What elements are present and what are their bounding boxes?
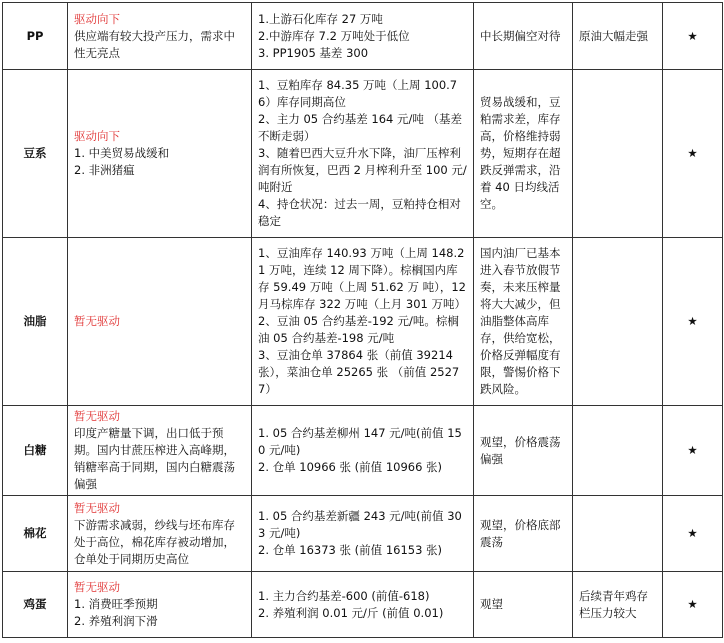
data-line: 4、持仓状况：过去一周，豆粕持仓相对稳定 [258, 197, 461, 228]
data-line: 1、豆油库存 140.93 万吨（上周 148.21 万吨，连续 12 周下降）。棕榈国内库存 59.49 万吨（上周 51.62 万 吨），12 月马棕库存 322 万吨（上月 301 万吨） [258, 246, 467, 311]
view-cell [474, 406, 573, 496]
star-rating: ★ [663, 496, 723, 572]
driver-text: 1. 中美贸易战缓和 [74, 146, 170, 160]
driver-text: 1. 消费旺季预期 [74, 597, 158, 611]
data-line: 2. 仓单 16373 张 (前值 16153 张) [258, 543, 443, 557]
driver-text: 供应端有较大投产压力，需求中性无亮点 [74, 28, 235, 60]
driver-label: 驱动向下 [74, 11, 120, 26]
commodity-name: 棉花 [3, 496, 68, 572]
data-line: 1. 05 合约基差新疆 243 元/吨(前值 303 元/吨) [258, 509, 462, 540]
view-text: 观望，价格震荡偏强 [480, 434, 561, 466]
data-line: 1. 05 合约基差柳州 147 元/吨(前值 150 元/吨) [258, 426, 462, 457]
extra-cell [573, 3, 663, 70]
extra-cell [573, 70, 663, 238]
driver-cell [68, 70, 252, 238]
driver-cell [68, 572, 252, 638]
data-line: 1. 主力合约基差-600 (前值-618) [258, 588, 430, 603]
commodity-name: 油脂 [3, 238, 68, 406]
view-cell [474, 70, 573, 238]
star-rating: ★ [663, 70, 723, 238]
star-rating: ★ [663, 3, 723, 70]
data-line: 2. 仓单 10966 张 (前值 10966 张) [258, 460, 443, 474]
table-row [3, 70, 723, 238]
data-line: 2.中游库存 7.2 万吨处于低位 [258, 28, 410, 43]
data-cell [252, 496, 474, 572]
driver-text: 印度产糖量下调，出口低于预期。国内甘蔗压榨进入高峰期，销糖率高于同期，国内白糖震荡偏强 [74, 426, 235, 491]
data-line: 2. 养殖利润 0.01 元/斤 (前值 0.01) [258, 605, 444, 620]
commodity-name: 豆系 [3, 70, 68, 238]
data-cell [252, 3, 474, 70]
data-cell [252, 406, 474, 496]
view-text: 观望，价格底部震荡 [480, 517, 561, 549]
data-cell [252, 238, 474, 406]
driver-label: 驱动向下 [74, 129, 120, 143]
commodity-name: 鸡蛋 [3, 572, 68, 638]
data-line: 1、豆粕库存 84.35 万吨（上周 100.76）库存同期高位 [258, 78, 458, 109]
extra-text: 原油大幅走强 [579, 28, 648, 43]
commodity-name: 白糖 [3, 406, 68, 496]
driver-cell [68, 3, 252, 70]
table-row [3, 572, 723, 638]
data-line: 1.上游石化库存 27 万吨 [258, 11, 383, 26]
star-rating: ★ [663, 406, 723, 496]
commodity-table [2, 2, 723, 638]
driver-label: 暂无驱动 [74, 409, 120, 423]
driver-text: 2. 非洲猪瘟 [74, 163, 135, 177]
driver-cell [68, 496, 252, 572]
extra-cell [573, 496, 663, 572]
extra-text: 后续青年鸡存栏压力较大 [579, 588, 648, 620]
star-rating: ★ [663, 238, 723, 406]
driver-cell [68, 238, 252, 406]
extra-cell [573, 238, 663, 406]
view-cell [474, 3, 573, 70]
view-cell [474, 238, 573, 406]
driver-label: 暂无驱动 [74, 500, 120, 515]
driver-text: 2. 养殖利润下滑 [74, 614, 158, 628]
data-line: 3、随着巴西大豆升水下降，油厂压榨利润有所恢复，巴西 2 月榨利升至 100 元/吨附近 [258, 146, 467, 194]
view-text: 国内油厂已基本进入春节放假节奏，未来压榨量将大大减少，但油脂整体高库存，供给宽松，价格反弹幅度有限，警惕价格下跌风险。 [480, 246, 561, 396]
data-cell [252, 70, 474, 238]
view-cell [474, 572, 573, 638]
view-text: 贸易战缓和，豆粕需求差，库存高，价格维持弱势，短期存在超跌反弹需求，沿着 40 日均线活空。 [480, 95, 561, 211]
table-row [3, 238, 723, 406]
data-cell [252, 572, 474, 638]
view-text: 中长期偏空对待 [480, 28, 561, 43]
table-row [3, 406, 723, 496]
data-line: 3. PP1905 基差 300 [258, 45, 369, 60]
data-line: 2、主力 05 合约基差 164 元/吨 （基差不断走弱） [258, 112, 463, 143]
extra-cell [573, 572, 663, 638]
view-cell [474, 496, 573, 572]
extra-cell [573, 406, 663, 496]
driver-label: 暂无驱动 [74, 580, 120, 594]
table-row [3, 496, 723, 572]
commodity-name: PP [3, 3, 68, 70]
data-line: 3、豆油仓单 37864 张（前值 39214 张），菜油仓单 25265 张 （前值 25277） [258, 348, 460, 396]
data-line: 2、豆油 05 合约基差-192 元/吨。棕榈油 05 合约基差-198 元/吨 [258, 314, 459, 345]
star-rating: ★ [663, 572, 723, 638]
driver-text: 下游需求减弱，纱线与坯布库存处于高位，棉花库存被动增加，仓单处于同期历史高位 [74, 517, 235, 566]
driver-label: 暂无驱动 [74, 314, 120, 328]
driver-cell [68, 406, 252, 496]
view-text: 观望 [480, 597, 503, 611]
table-row [3, 3, 723, 70]
